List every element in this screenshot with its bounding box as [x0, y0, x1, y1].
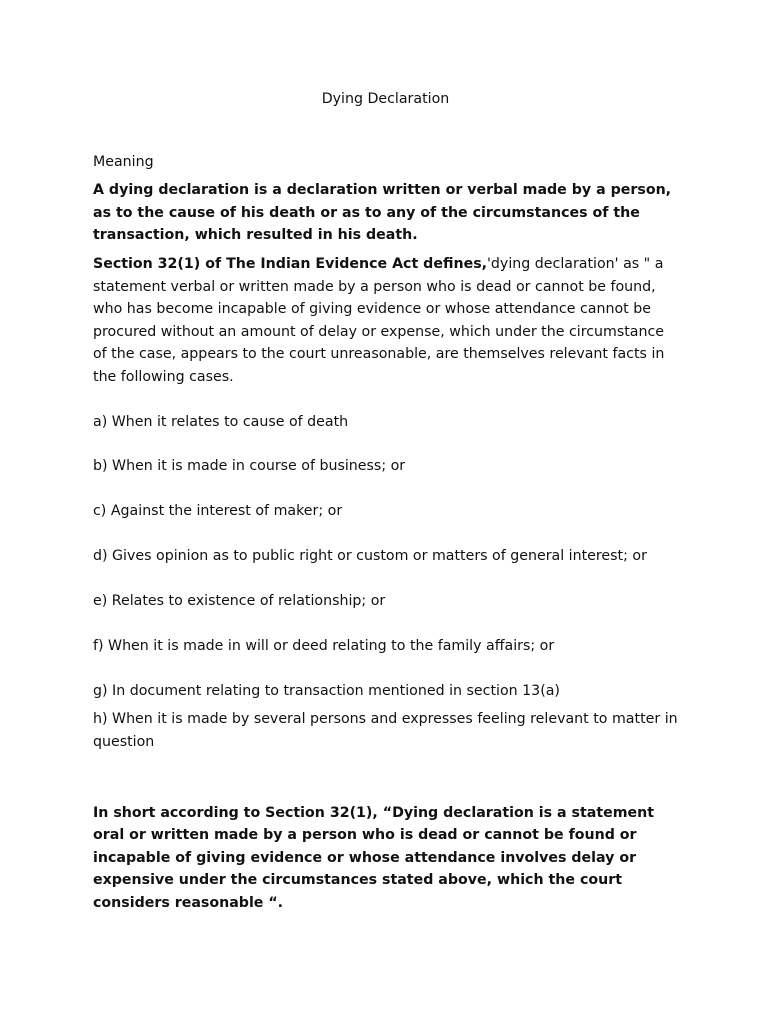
document-body: [93, 88, 678, 921]
meaning-heading: Meaning: [93, 153, 154, 170]
section-definition: [93, 253, 678, 389]
meaning-definition: A dying declaration is a declaration written or verbal made by a person, as to the cause of his death or as to any of the circumstances of the transaction, which resulted in his death.: [93, 182, 672, 244]
section-definition-text: 'dying declaration' as " a statement verbal or written made by a person who is dead or cannot be found, who has become incapable of giving evidence or whose attendance cannot be procured without an amount of delay or expense, which under the circumstance of the case, appears to the court unreasonable, are themselves relevant facts in the following cases.: [93, 255, 665, 385]
document-title: Dying Declaration: [321, 91, 450, 107]
case-item-f: f) When it is made in will or deed relating to the family affairs; or: [93, 637, 555, 654]
case-item-g: g) In document relating to transaction mentioned in section 13(a): [93, 682, 560, 699]
case-item-c: c) Against the interest of maker; or: [93, 503, 343, 520]
case-item-a: a) When it relates to cause of death: [93, 413, 349, 430]
case-item-d: d) Gives opinion as to public right or custom or matters of general interest; or: [93, 548, 647, 565]
summary-paragraph: In short according to Section 32(1), “Dying declaration is a statement oral or written made by a person who is dead or cannot be found or incapable of giving evidence or whose attendance involves delay or expensive under the circumstances stated above, which the court considers reasonable “.: [93, 804, 655, 912]
case-item-h: h) When it is made by several persons and expresses feeling relevant to matter in question: [93, 711, 678, 751]
case-item-e: e) Relates to existence of relationship; or: [93, 593, 386, 610]
section-spacer: [93, 760, 678, 802]
section-reference: Section 32(1) of The Indian Evidence Act defines,: [93, 255, 488, 272]
case-item-b: b) When it is made in course of business; or: [93, 458, 406, 475]
